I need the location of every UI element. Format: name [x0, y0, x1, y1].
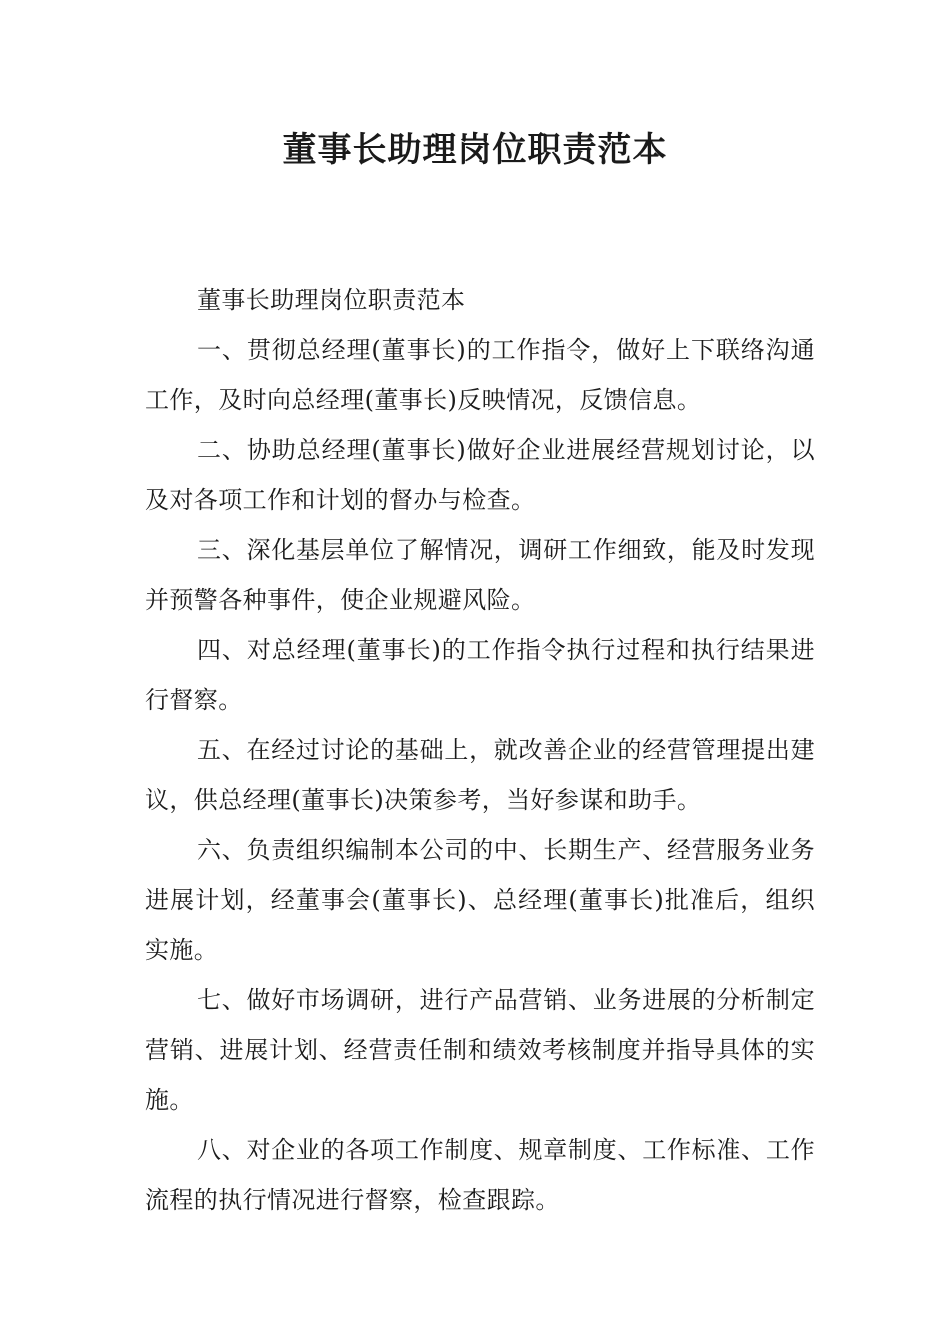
- paragraph-item-1: 一、贯彻总经理(董事长)的工作指令，做好上下联络沟通工作，及时向总经理(董事长)反映情况，反馈信息。: [145, 336, 815, 414]
- paragraph-item-3: 三、深化基层单位了解情况，调研工作细致，能及时发现并预警各种事件，使企业规避风险。: [145, 536, 815, 614]
- paragraph-item-8: 八、对企业的各项工作制度、规章制度、工作标准、工作流程的执行情况进行督察，检查跟踪。: [145, 1136, 815, 1214]
- paragraph-item-6: 六、负责组织编制本公司的中、长期生产、经营服务业务进展计划，经董事会(董事长)、总经理(董事长)批准后，组织实施。: [145, 836, 815, 964]
- paragraph-item-5: 五、在经过讨论的基础上，就改善企业的经营管理提出建议，供总经理(董事长)决策参考，当好参谋和助手。: [145, 736, 815, 814]
- document-title: 董事长助理岗位职责范本: [282, 130, 668, 170]
- paragraph-item-7: 七、做好市场调研，进行产品营销、业务进展的分析制定营销、进展计划、经营责任制和绩效考核制度并指导具体的实施。: [145, 986, 815, 1114]
- paragraph-item-4: 四、对总经理(董事长)的工作指令执行过程和执行结果进行督察。: [145, 636, 815, 714]
- paragraph-item-2: 二、协助总经理(董事长)做好企业进展经营规划讨论，以及对各项工作和计划的督办与检查。: [145, 436, 815, 514]
- document-body: [145, 275, 815, 1225]
- paragraph-heading: 董事长助理岗位职责范本: [197, 286, 466, 314]
